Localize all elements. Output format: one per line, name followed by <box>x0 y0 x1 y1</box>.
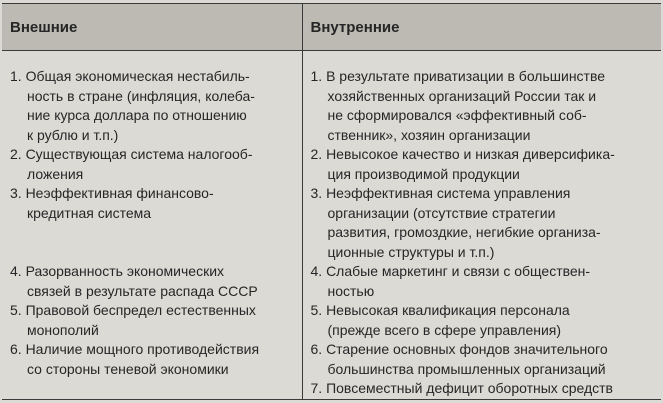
line: не сформировался «эффективный соб- <box>327 107 587 123</box>
line: ностью <box>327 282 375 299</box>
external-item-6 <box>10 340 296 379</box>
line: 5. Невысокая квалификация персонала <box>310 302 570 318</box>
line: 4. Слабые маркетинг и связи с обществен- <box>310 263 591 279</box>
line: хозяйственных организаций России так и <box>327 87 597 104</box>
external-factors-list <box>10 67 296 379</box>
internal-item-2 <box>311 145 656 184</box>
spacer <box>10 243 296 263</box>
line: 7. Повсеместный дефицит оборотных средств <box>310 380 613 396</box>
internal-item-5 <box>311 301 656 340</box>
header-row <box>2 4 661 51</box>
line: организации (отсутствие стратегии <box>327 204 556 221</box>
header-internal: Внутренние <box>302 4 661 51</box>
internal-item-6 <box>311 340 656 379</box>
line: к рублю и т.п.) <box>27 126 119 143</box>
line: 1. Общая экономическая нестабиль- <box>10 68 250 84</box>
line: кредитная система <box>27 204 152 221</box>
internal-item-4 <box>311 262 656 301</box>
line: 6. Старение основных фондов значительного <box>310 341 608 357</box>
line: 3. Неэффективная система управления <box>310 185 571 201</box>
external-item-1 <box>10 67 296 145</box>
internal-factors-cell <box>302 51 661 400</box>
line: монополий <box>27 321 99 338</box>
line: ность в стране (инфляция, колеба- <box>27 87 255 104</box>
line: ложения <box>27 165 84 182</box>
line: со стороны теневой экономики <box>27 360 229 377</box>
external-factors-cell <box>2 51 302 400</box>
internal-item-7 <box>311 379 656 399</box>
line: (прежде всего в сфере управления) <box>327 321 562 338</box>
spacer <box>10 223 296 243</box>
line: 2. Невысокое качество и низкая диверсифика- <box>310 146 615 162</box>
line: ние курса доллара по отношению <box>27 107 247 123</box>
line: 6. Наличие мощного противодействия <box>10 341 260 357</box>
external-item-5 <box>10 301 296 340</box>
line: 5. Правовой беспредел естественных <box>10 302 256 318</box>
line: большинства промышленных организаций <box>327 360 606 377</box>
internal-item-3 <box>311 184 656 262</box>
external-item-4 <box>10 262 296 301</box>
line: 4. Разорванность экономических <box>10 263 225 279</box>
external-item-2 <box>10 145 296 184</box>
external-item-3 <box>10 184 296 223</box>
line: ция производимой продукции <box>327 165 520 182</box>
line: 2. Существующая система налогооб- <box>10 146 253 162</box>
internal-item-1 <box>311 67 656 145</box>
line: ционные структуры и т.п.) <box>327 243 495 260</box>
line: ственник», хозяин организации <box>327 126 531 143</box>
line: 3. Неэффективная финансово- <box>10 185 214 201</box>
internal-factors-list <box>311 67 656 399</box>
line: развития, громоздкие, негибкие организа- <box>327 224 601 240</box>
body-row <box>2 51 661 400</box>
line: 1. В результате приватизации в большинстве <box>310 68 606 84</box>
header-external: Внешние <box>2 4 302 51</box>
line: связей в результате распада СССР <box>27 282 258 299</box>
factors-table <box>2 3 661 400</box>
